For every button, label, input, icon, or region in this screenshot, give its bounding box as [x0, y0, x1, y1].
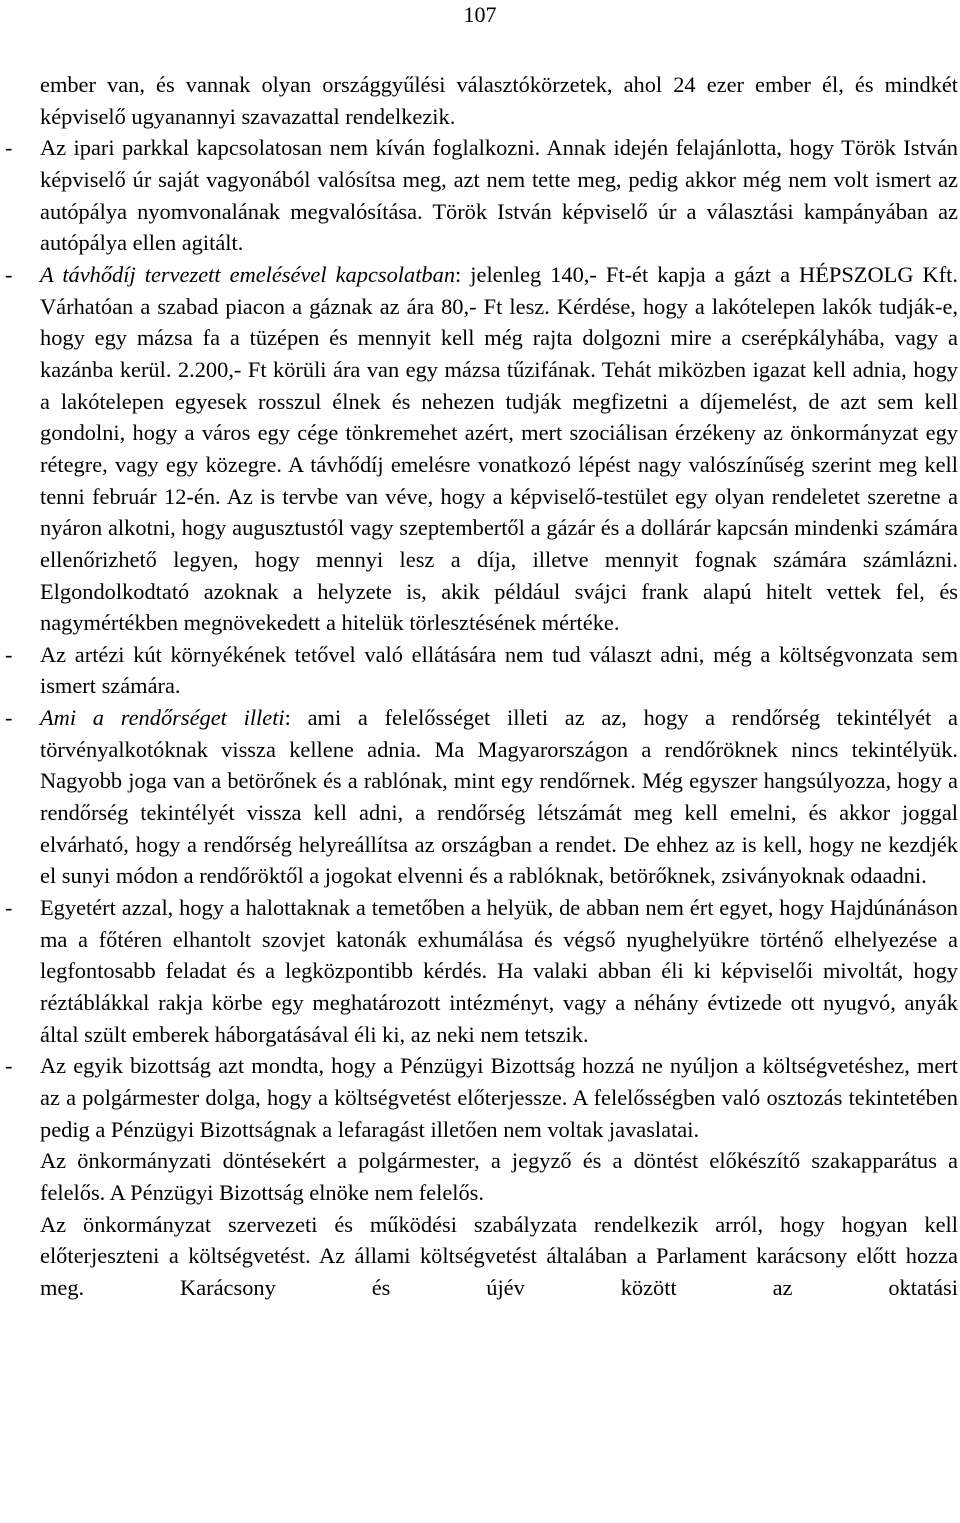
paragraph: [5, 892, 958, 1050]
italic-heading: Ami a rendőrséget illeti: [40, 705, 285, 731]
paragraph-text: [40, 1050, 958, 1145]
text-segment: Egyetért azzal, hogy a halottaknak a temetőben a helyük, de abban nem ért egyet, hogy Hajdúnánáson ma a főtéren elhantolt szovjet katonák exhumálása és végső nyughelyükre történő elhelyezése a legfontosabb feladat és a legközpontibb kérdés. Ha valaki abban éli ki képviselői mivoltát, hogy réztáblákkal rakja körbe egy meghatározott intézményt, vagy a néhány évtizede ott nyugvó, anyák által szült emberek háborgatásával éli ki, az neki nem tetszik.: [40, 895, 958, 1047]
text-segment: Az önkormányzati döntésekért a polgármester, a jegyző és a döntést előkészítő szakapparátus a felelős. A Pénzügyi Bizottság elnöke nem felelős.: [40, 1148, 958, 1205]
paragraph-text: [40, 892, 958, 1050]
text-segment: : jelenleg 140,- Ft-ét kapja a gázt a HÉPSZOLG Kft. Várhatóan a szabad piacon a gáznak az ára 80,- Ft lesz. Kérdése, hogy a lakótelepen lakók tudják-e, hogy egy mázsa fa a tüzépen és mennyit kell még rajta dolgozni mire a cserépkályhába, vagy a kazánba kerül. 2.200,- Ft körüli ára van egy mázsa tűzifának. Tehát miközben igazat kell adnia, hogy a lakótelepen egyesek rosszul élnek és nehezen tudják megfizetni a díjemelést, de azt sem kell gondolni, hogy a város egy cége tönkremehet azért, mert szociálisan érzékeny az önkormányzat egy rétegre, vagy egy közegre. A távhődíj emelésre vonatkozó lépést nagy valószínűség szerint meg kell tenni február 12-én. Az is tervbe van véve, hogy a képviselő-testület egy olyan rendeletet szeretne a nyáron alkotni, hogy augusztustól vagy szeptembertől a gázár és a dollárár kapcsán mindenki számára ellenőrizhető legyen, hogy mennyi lesz a díja, illetve mennyit fognak számára számlázni. Elgondolkodtató azoknak a helyzete is, akik például svájci frank alapú hitelt vettek fel, és nagymértékben megnövekedett a hitelük törlesztésének mértéke.: [40, 261, 958, 636]
paragraph: [40, 69, 958, 132]
text-segment: Az egyik bizottság azt mondta, hogy a Pénzügyi Bizottság hozzá ne nyúljon a költségvetéshez, mert az a polgármester dolga, hogy a költségvetést előterjessze. A felelősségben való osztozás tekintetében pedig a Pénzügyi Bizottságnak a lefaragást illetően nem voltak javaslatai.: [40, 1053, 958, 1142]
bullet-dash: -: [5, 1053, 13, 1079]
page-number: 107: [463, 2, 497, 27]
text-segment: : ami a felelősséget illeti az az, hogy a rendőrség tekintélyét a törvényalkotóknak vissza kellene adnia. Ma Magyarországon a rendőröknek nincs tekintélyük. Nagyobb joga van a betörőnek és a rablónak, mint egy rendőrnek. Még egyszer hangsúlyozza, hogy a rendőrség tekintélyét vissza kell adni, a rendőrség létszámát meg kell emelni, és akkor joggal elvárható, hogy a rendőrség helyreállítsa az országban a rendet. De ehhez az is kell, hogy ne kezdjék el sunyi módon a rendőröktől a jogokat elvenni és a rablóknak, betörőknek, zsiványoknak odaadni.: [40, 705, 958, 889]
paragraph: [40, 1209, 958, 1304]
bullet-dash: -: [5, 895, 13, 921]
paragraph: [5, 1050, 958, 1145]
text-segment: ember van, és vannak olyan országgyűlési választókörzetek, ahol 24 ezer ember él, és mindkét képviselő ugyanannyi szavazattal rendelkezik.: [40, 72, 958, 129]
paragraph: [5, 259, 958, 639]
paragraph: [40, 1145, 958, 1208]
text-segment: Az önkormányzat szervezeti és működési szabályzata rendelkezik arról, hogy hogyan kell előterjeszteni a költségvetést. Az állami költségvetést általában a Parlament karácsony előtt hozza meg. Karácsony és újév között az oktatási: [40, 1211, 958, 1300]
paragraph-text: [40, 69, 958, 132]
italic-heading: A távhődíj tervezett emelésével kapcsolatban: [40, 261, 456, 287]
paragraph-text: [40, 132, 958, 259]
bullet-dash: -: [5, 705, 13, 731]
text-segment: Az ipari parkkal kapcsolatosan nem kíván foglalkozni. Annak idején felajánlotta, hogy Török István képviselő úr saját vagyonából valósítsa meg, azt nem tette meg, pedig akkor még nem volt ismert az autópálya nyomvonalának megvalósítása. Török István képviselő úr a választási kampányában az autópálya ellen agitált.: [40, 135, 958, 256]
bullet-dash: -: [5, 641, 13, 667]
paragraph-text: [40, 639, 958, 702]
paragraph: [5, 132, 958, 259]
paragraph-text: [40, 702, 958, 892]
paragraph-text: [40, 1209, 958, 1304]
bullet-dash: -: [5, 135, 13, 161]
bullet-dash: -: [5, 261, 13, 287]
paragraph-text: [40, 1145, 958, 1208]
paragraph: [5, 702, 958, 892]
text-segment: Az artézi kút környékének tetővel való ellátására nem tud választ adni, még a költségvonzata sem ismert számára.: [40, 641, 958, 699]
paragraph-text: [40, 259, 958, 639]
paragraph: [5, 639, 958, 702]
document-body: [5, 69, 958, 1304]
